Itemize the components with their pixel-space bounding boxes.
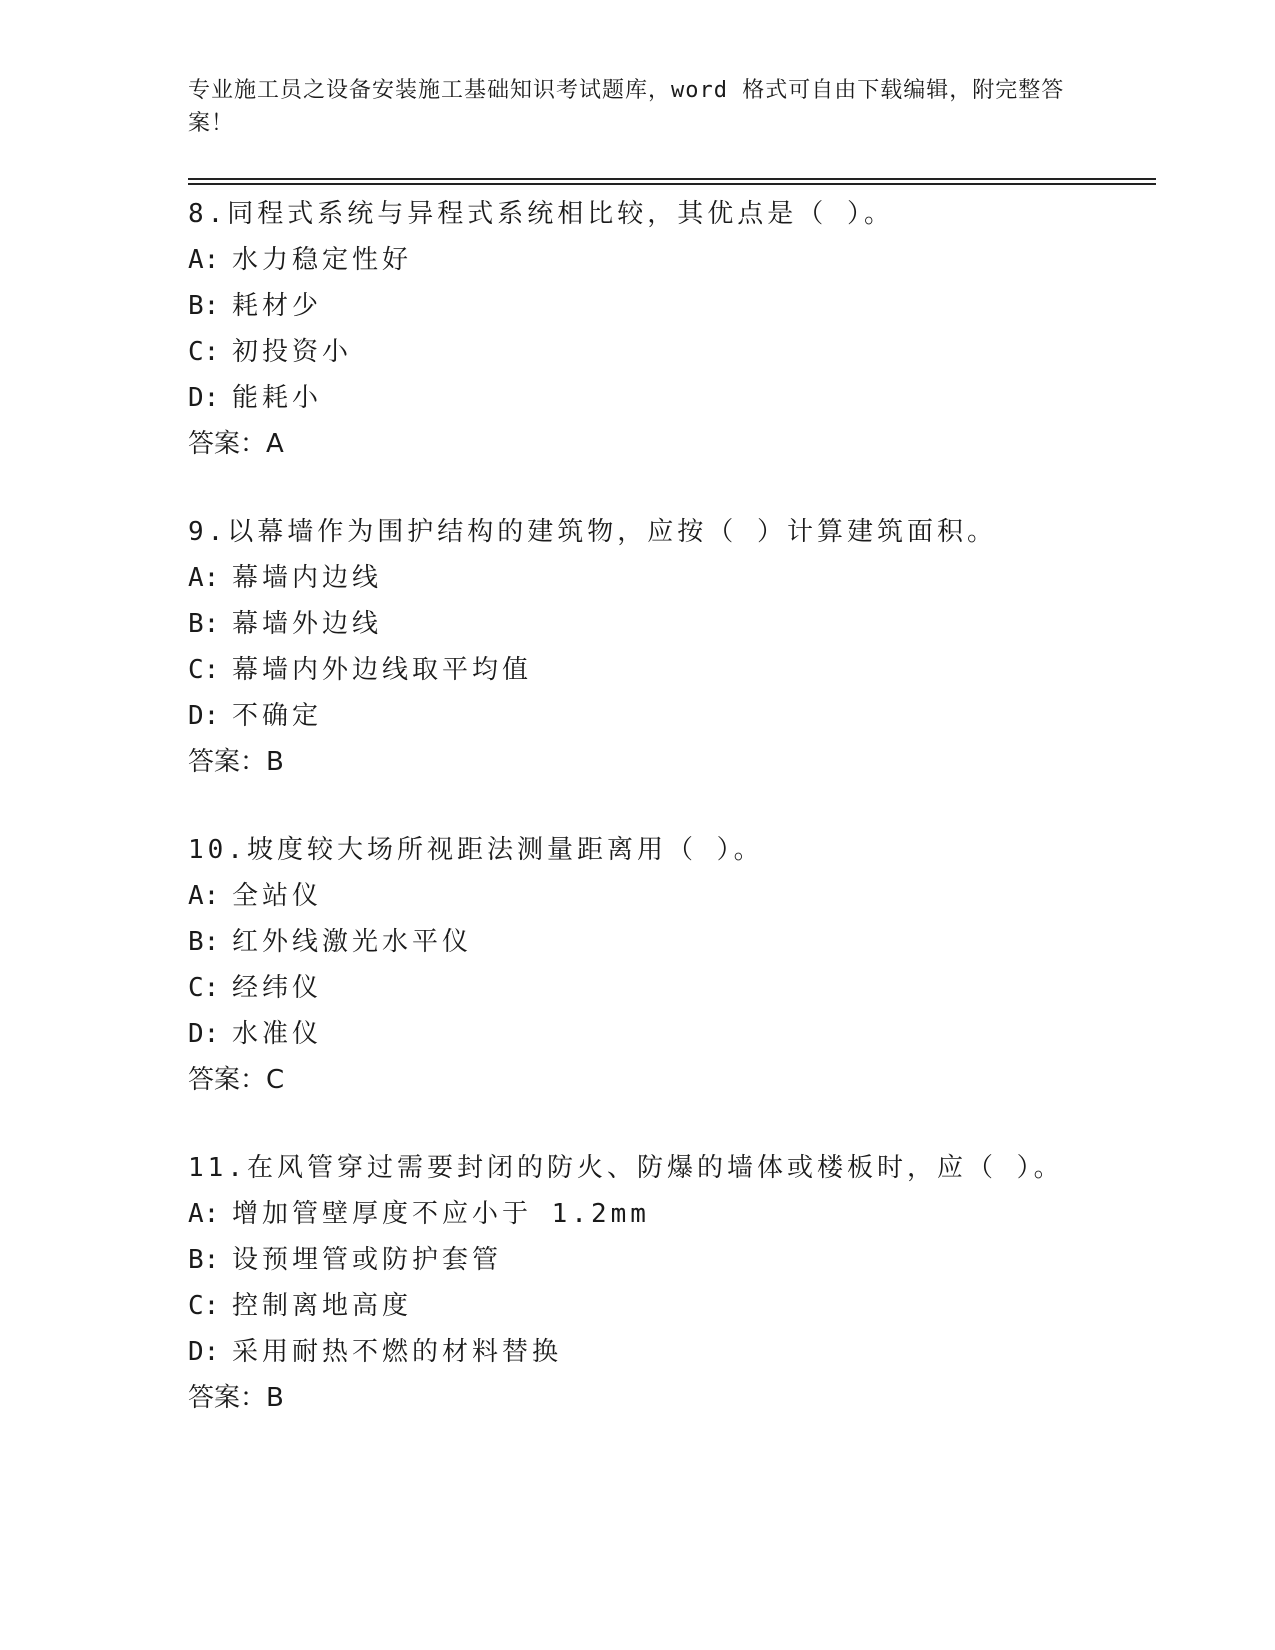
- option-c: [188, 647, 1148, 693]
- option-text: 采用耐热不燃的材料替换: [232, 1337, 563, 1367]
- option-text: 耗材少: [232, 291, 323, 321]
- document-header: 专业施工员之设备安装施工基础知识考试题库，word 格式可自由下载编辑，附完整答案！: [188, 78, 1065, 136]
- option-text: 能耗小: [232, 383, 323, 413]
- option-letter: C:: [188, 337, 220, 367]
- option-text: 幕墙外边线: [232, 609, 383, 639]
- option-text: 水力稳定性好: [232, 245, 413, 275]
- option-letter: A:: [188, 1199, 220, 1229]
- option-text: 设预埋管或防护套管: [232, 1245, 503, 1275]
- option-letter: B:: [188, 291, 220, 321]
- question-11: [188, 1145, 1148, 1421]
- option-text: 幕墙内边线: [232, 563, 383, 593]
- option-letter: A:: [188, 881, 220, 911]
- option-letter: D:: [188, 383, 220, 413]
- option-letter: D:: [188, 1337, 220, 1367]
- option-letter: B:: [188, 609, 220, 639]
- option-letter: C:: [188, 973, 220, 1003]
- option-text: 水准仪: [232, 1019, 323, 1049]
- option-text: 幕墙内外边线取平均值: [232, 655, 533, 685]
- option-text: 红外线激光水平仪: [232, 927, 473, 957]
- option-letter: C:: [188, 1291, 220, 1321]
- option-c: [188, 965, 1148, 1011]
- option-b: [188, 1237, 1148, 1283]
- question-10: [188, 827, 1148, 1103]
- option-a: [188, 873, 1148, 919]
- answer-line: 答案：C: [188, 1065, 285, 1095]
- option-letter: B:: [188, 927, 220, 957]
- answer-line: 答案：A: [188, 429, 284, 459]
- answer-line: 答案：B: [188, 747, 284, 777]
- option-c: [188, 1283, 1148, 1329]
- question-stem: 9.以幕墙作为围护结构的建筑物，应按（ ）计算建筑面积。: [188, 517, 997, 547]
- option-d: [188, 1011, 1148, 1057]
- option-letter: B:: [188, 1245, 220, 1275]
- option-letter: A:: [188, 245, 220, 275]
- option-d: [188, 693, 1148, 739]
- option-text: 控制离地高度: [232, 1291, 413, 1321]
- option-b: [188, 919, 1148, 965]
- answer-line: 答案：B: [188, 1383, 284, 1413]
- option-a: [188, 1191, 1148, 1237]
- option-text: 初投资小: [232, 337, 353, 367]
- option-d: [188, 375, 1148, 421]
- option-a: [188, 237, 1148, 283]
- question-stem: 8.同程式系统与异程式系统相比较，其优点是（ ）。: [188, 199, 894, 229]
- option-letter: C:: [188, 655, 220, 685]
- option-a: [188, 555, 1148, 601]
- option-b: [188, 601, 1148, 647]
- question-8: [188, 191, 1148, 467]
- question-list: [188, 191, 1148, 1463]
- question-9: [188, 509, 1148, 785]
- header-rule-top: [188, 178, 1156, 180]
- option-c: [188, 329, 1148, 375]
- option-text: 增加管壁厚度不应小于 1.2mm: [232, 1199, 650, 1229]
- option-letter: D:: [188, 701, 220, 731]
- option-text: 全站仪: [232, 881, 323, 911]
- header-rule-bottom: [188, 183, 1156, 185]
- question-stem: 10.坡度较大场所视距法测量距离用（ ）。: [188, 835, 764, 865]
- option-d: [188, 1329, 1148, 1375]
- option-letter: D:: [188, 1019, 220, 1049]
- option-letter: A:: [188, 563, 220, 593]
- option-text: 不确定: [232, 701, 323, 731]
- option-b: [188, 283, 1148, 329]
- question-stem: 11.在风管穿过需要封闭的防火、防爆的墙体或楼板时，应（ ）。: [188, 1153, 1064, 1183]
- option-text: 经纬仪: [232, 973, 323, 1003]
